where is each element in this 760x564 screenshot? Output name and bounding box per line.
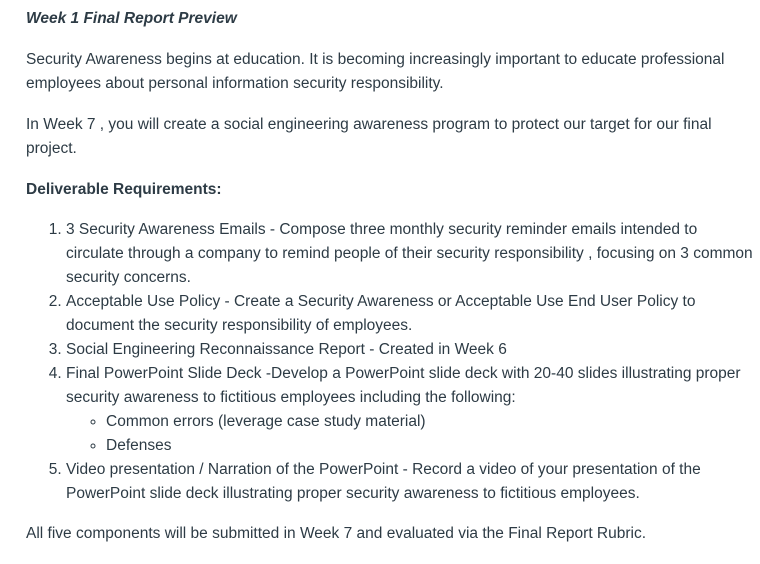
intro-paragraph: Security Awareness begins at education. It is becoming increasingly important to educate professional employees about personal information security responsibility. (26, 51, 725, 92)
report-preview (26, 7, 754, 563)
list-item (66, 338, 754, 362)
sublist-item: ◦ Defenses (106, 434, 754, 458)
deliverable-recon-report: Social Engineering Reconnaissance Report - Created in Week 6 (66, 341, 507, 358)
deliverable-slide-deck: Final PowerPoint Slide Deck -Develop a PowerPoint slide deck with 20-40 slides illustrating proper security awareness to fictitious employees including the following: (66, 365, 741, 406)
list-item (66, 290, 754, 338)
list-item (66, 218, 754, 290)
sublist-item: ◦ Common errors (leverage case study material) (106, 410, 754, 434)
deliverable-policy: Acceptable Use Policy - Create a Security Awareness or Acceptable Use End User Policy to document the security responsibility of employees. (66, 293, 696, 334)
week7-paragraph: In Week 7 , you will create a social engineering awareness program to protect our target for our final project. (26, 116, 712, 157)
list-item (66, 362, 754, 458)
slide-deck-sublist (66, 410, 754, 458)
deliverable-video: Video presentation / Narration of the PowerPoint - Record a video of your presentation of the PowerPoint slide deck illustrating proper security awareness to fictitious employees. (66, 461, 701, 502)
deliverable-emails: 3 Security Awareness Emails - Compose three monthly security reminder emails intended to circulate through a company to remind people of their security responsibility , focusing on 3 common security concerns. (66, 221, 753, 286)
page-title: Week 1 Final Report Preview (26, 10, 237, 27)
requirements-heading: Deliverable Requirements: (26, 181, 222, 198)
deliverables-list (26, 218, 754, 506)
list-item (66, 458, 754, 506)
closing-paragraph: All five components will be submitted in Week 7 and evaluated via the Final Report Rubric. (26, 525, 647, 542)
